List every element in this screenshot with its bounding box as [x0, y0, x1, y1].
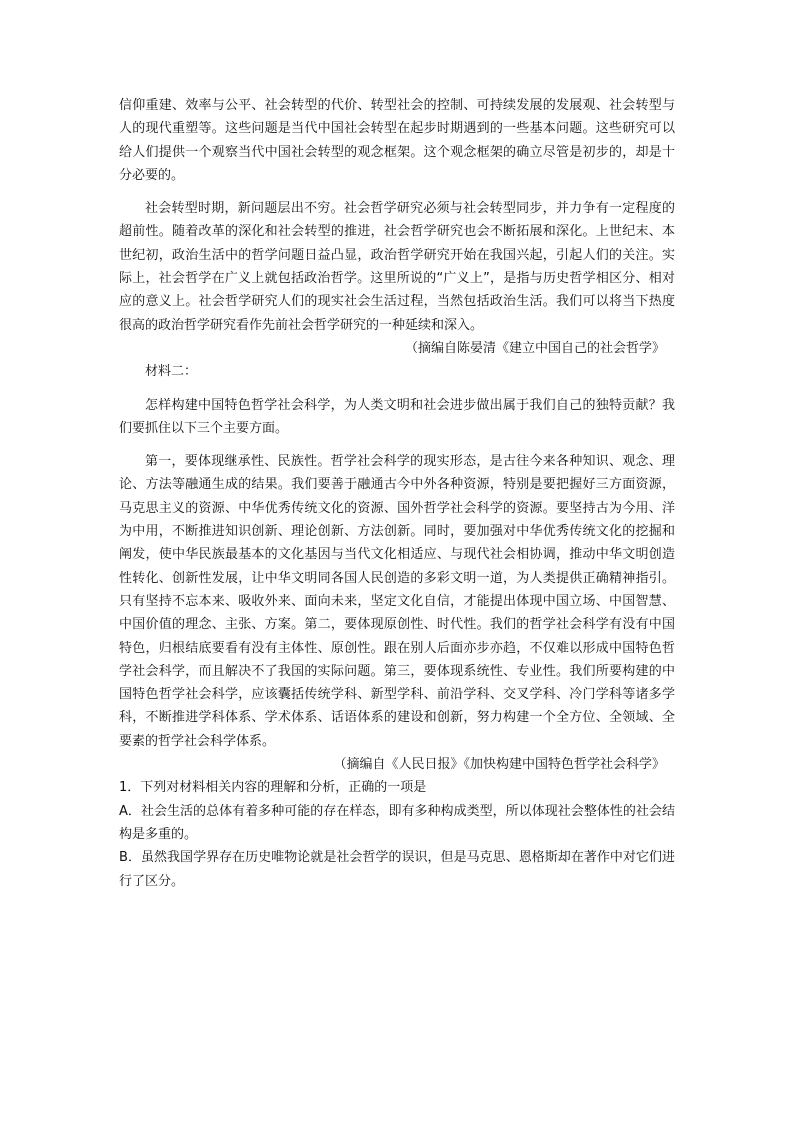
question-option-b: B．虽然我国学界存在历史唯物论就是社会哲学的误识，但是马克思、恩格斯却在著作中对它们进行了区分。 [119, 850, 675, 889]
document-page [119, 94, 675, 893]
source-citation-two: （摘编自《人民日报》《加快构建中国特色哲学社会科学》 [333, 757, 665, 773]
paragraph-three-aspects: 第一，要体现继承性、民族性。哲学社会科学的现实形态，是古往今来各种知识、观念、理论、方法等融通生成的结果。我们要善于融通古今中外各种资源，特别是要把握好三方面资源，马克思主义的资源、中华优秀传统文化的资源、国外哲学社会科学的资源。要坚持古为今用、洋为中用，不断推进知识创新、理论创新、方法创新。同时，要加强对中华优秀传统文化的挖掘和阐发，使中华民族最基本的文化基因与当代文化相适应、与现代社会相协调，推动中华文明创造性转化、创新性发展，让中华文明同各国人民创造的多彩文明一道，为人类提供正确精神指引。只有坚持不忘本来、吸收外来、面向未来，坚定文化自信，才能提出体现中国立场、中国智慧、中国价值的理念、主张、方案。第二，要体现原创性、时代性。我们的哲学社会科学有没有中国特色，归根结底要看有没有主体性、原创性。跟在别人后面亦步亦趋，不仅难以形成中国特色哲学社会科学，而且解决不了我国的实际问题。第三，要体现系统性、专业性。我们所要构建的中国特色哲学社会科学，应该囊括传统学科、新型学科、前沿学科、交叉学科、冷门学科等诸多学科，不断推进学科体系、学术体系、话语体系的建设和创新，努力构建一个全方位、全领域、全要素的哲学社会科学体系。 [119, 454, 675, 749]
paragraph-continued: 信仰重建、效率与公平、社会转型的代价、转型社会的控制、可持续发展的发展观、社会转型与人的现代重塑等。这些问题是当代中国社会转型在起步时期遇到的一些基本问题。这些研究可以给人们提供一个观察当代中国社会转型的观念框架。这个观念框架的确立尽管是初步的，却是十分必要的。 [119, 98, 675, 183]
paragraph-how-to-build: 怎样构建中国特色哲学社会科学，为人类文明和社会进步做出属于我们自己的独特贡献？我们要抓住以下三个主要方面。 [119, 397, 675, 436]
question-one-stem: 1．下列对材料相关内容的理解和分析，正确的一项是 [119, 780, 427, 796]
source-citation-one: （摘编自陈晏清《建立中国自己的社会哲学》 [404, 340, 665, 356]
material-two-heading: 材料二： [145, 364, 198, 380]
paragraph-social-transition: 社会转型时期，新问题层出不穷。社会哲学研究必须与社会转型同步，并力争有一定程度的超前性。随着改革的深化和社会转型的推进，社会哲学研究也会不断拓展和深化。上世纪末、本世纪初，政治生活中的哲学问题日益凸显，政治哲学研究开始在我国兴起，引起人们的关注。实际上，社会哲学在广义上就包括政治哲学。这里所说的“广义上”，是指与历史哲学相区分、相对应的意义上。社会哲学研究人们的现实社会生活过程，当然包括政治生活。我们可以将当下热度很高的政治哲学研究看作先前社会哲学研究的一种延续和深入。 [119, 201, 675, 333]
question-option-a: A．社会生活的总体有着多种可能的存在样态，即有多种构成类型，所以体现社会整体性的社会结构是多重的。 [119, 803, 675, 842]
